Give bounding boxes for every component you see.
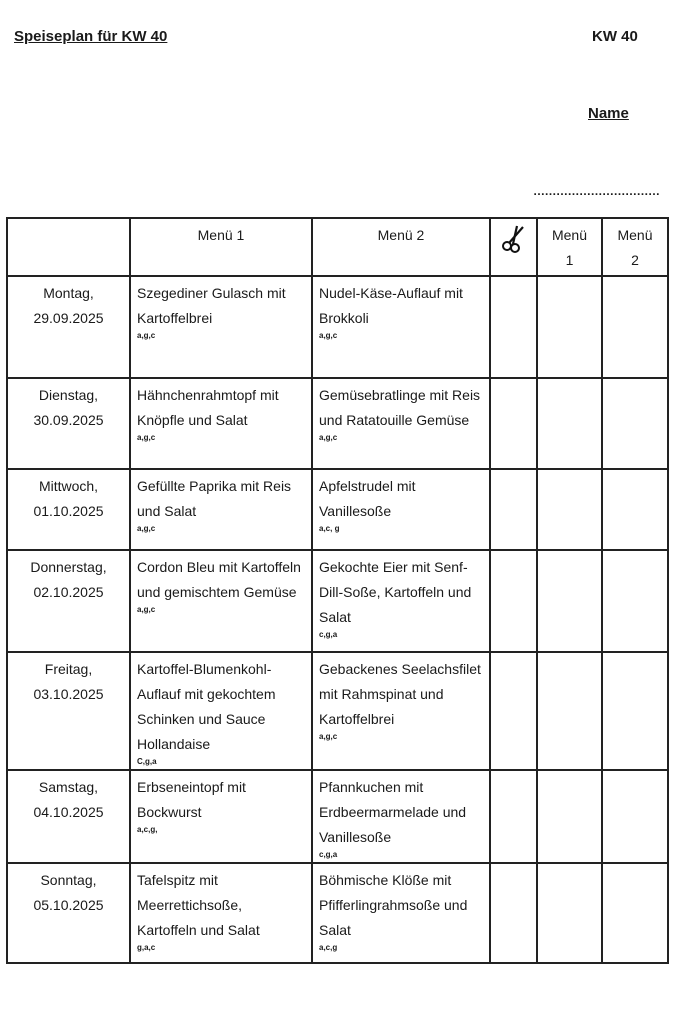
menu2-cell	[312, 550, 490, 652]
header-scissors	[490, 218, 537, 276]
menu2-cell	[312, 276, 490, 378]
scissors-cell	[490, 770, 537, 863]
day-cell	[7, 652, 130, 770]
table-row	[7, 550, 668, 652]
menu2-dish: Gekochte Eier mit Senf-Dill-Soße, Kartoffeln und Salat	[319, 559, 472, 625]
menu1-cell	[130, 770, 312, 863]
table-row	[7, 276, 668, 378]
menu1-allergens: a,c,g,	[137, 825, 158, 834]
menu1-cell	[130, 863, 312, 963]
menu1-allergens: a,g,c	[137, 331, 156, 340]
day-cell	[7, 770, 130, 863]
menu2-allergens: a,g,c	[319, 732, 338, 741]
day-name: Freitag,	[44, 661, 93, 677]
choice1-cell[interactable]	[537, 276, 602, 378]
day-cell	[7, 550, 130, 652]
menu1-cell	[130, 378, 312, 469]
menu2-dish: Nudel-Käse-Auflauf mit Brokkoli	[319, 285, 463, 326]
choice2-cell[interactable]	[602, 378, 668, 469]
day-name: Dienstag,	[38, 387, 99, 403]
choice2-cell[interactable]	[602, 469, 668, 550]
menu2-dish: Apfelstrudel mit Vanillesoße	[319, 478, 416, 519]
table-row	[7, 652, 668, 770]
menu1-allergens: a,g,c	[137, 433, 156, 442]
scissors-cell	[490, 378, 537, 469]
day-date: 04.10.2025	[33, 804, 104, 820]
menu1-dish: Erbseneintopf mit Bockwurst	[137, 779, 246, 820]
menu1-cell	[130, 276, 312, 378]
menu2-allergens: a,c, g	[319, 524, 340, 533]
name-label: Name	[588, 105, 629, 122]
day-cell	[7, 469, 130, 550]
day-date: 05.10.2025	[33, 897, 104, 913]
table-row	[7, 378, 668, 469]
menu1-dish: Cordon Bleu mit Kartoffeln und gemischtem Gemüse	[137, 559, 301, 600]
day-date: 03.10.2025	[33, 686, 104, 702]
choice1-cell[interactable]	[537, 378, 602, 469]
choice2-cell[interactable]	[602, 276, 668, 378]
menu2-allergens: a,g,c	[319, 331, 338, 340]
day-cell	[7, 276, 130, 378]
scissors-cell	[490, 469, 537, 550]
choice1-cell[interactable]	[537, 863, 602, 963]
choice2-cell[interactable]	[602, 770, 668, 863]
menu2-cell	[312, 469, 490, 550]
menu1-dish: Szegediner Gulasch mit Kartoffelbrei	[137, 285, 286, 326]
menu2-allergens: a,g,c	[319, 433, 338, 442]
menu1-allergens: a,g,c	[137, 524, 156, 533]
menu2-dish: Gebackenes Seelachsfilet mit Rahmspinat und Kartoffelbrei	[319, 661, 481, 727]
scissors-icon	[501, 223, 527, 253]
menu1-dish: Kartoffel-Blumenkohl-Auflauf mit gekochtem Schinken und Sauce Hollandaise	[137, 661, 276, 752]
table-row	[7, 469, 668, 550]
header-choice2: Menü 2	[602, 218, 668, 276]
menu1-dish: Hähnchenrahmtopf mit Knöpfle und Salat	[137, 387, 279, 428]
day-name: Samstag,	[38, 779, 99, 795]
table-row	[7, 863, 668, 963]
day-name: Donnerstag,	[30, 559, 107, 575]
header-day-cell	[7, 218, 130, 276]
menu1-allergens: C,g,a	[137, 757, 157, 766]
menu1-cell	[130, 652, 312, 770]
day-date: 29.09.2025	[33, 310, 104, 326]
choice1-cell[interactable]	[537, 550, 602, 652]
choice2-cell[interactable]	[602, 550, 668, 652]
menu2-dish: Pfannkuchen mit Erdbeermarmelade und Vanillesoße	[319, 779, 467, 845]
menu1-dish: Tafelspitz mit Meerrettichsoße, Kartoffeln und Salat	[137, 872, 260, 938]
name-line: ……………………………	[533, 184, 660, 198]
choice1-cell[interactable]	[537, 469, 602, 550]
scissors-cell	[490, 863, 537, 963]
menu2-allergens: c,g,a	[319, 850, 338, 859]
menu2-cell	[312, 863, 490, 963]
menu2-cell	[312, 770, 490, 863]
day-name: Montag,	[43, 285, 94, 301]
menu1-allergens: a,g,c	[137, 605, 156, 614]
choice1-cell[interactable]	[537, 770, 602, 863]
day-name: Mittwoch,	[38, 478, 99, 494]
menu2-dish: Böhmische Klöße mit Pfifferlingrahmsoße und Salat	[319, 872, 468, 938]
day-date: 01.10.2025	[33, 503, 104, 519]
header-menu2: Menü 2	[312, 218, 490, 276]
choice2-cell[interactable]	[602, 863, 668, 963]
menu2-cell	[312, 378, 490, 469]
day-cell	[7, 378, 130, 469]
menu1-dish: Gefüllte Paprika mit Reis und Salat	[137, 478, 292, 519]
week-label: KW 40	[592, 28, 638, 45]
menu1-cell	[130, 550, 312, 652]
menu2-allergens: a,c,g	[319, 943, 338, 952]
menu-table	[6, 217, 669, 964]
header-menu1: Menü 1	[130, 218, 312, 276]
choice1-cell[interactable]	[537, 652, 602, 770]
day-cell	[7, 863, 130, 963]
menu2-cell	[312, 652, 490, 770]
header-choice1: Menü 1	[537, 218, 602, 276]
day-name: Sonntag,	[40, 872, 97, 888]
header-row	[7, 218, 668, 276]
day-date: 30.09.2025	[33, 412, 104, 428]
day-date: 02.10.2025	[33, 584, 104, 600]
choice2-cell[interactable]	[602, 652, 668, 770]
page-title: Speiseplan für KW 40	[14, 28, 168, 45]
scissors-cell	[490, 550, 537, 652]
menu1-cell	[130, 469, 312, 550]
menu2-allergens: c,g,a	[319, 630, 338, 639]
table-row	[7, 770, 668, 863]
scissors-cell	[490, 652, 537, 770]
menu1-allergens: g,a,c	[137, 943, 156, 952]
menu2-dish: Gemüsebratlinge mit Reis und Ratatouille Gemüse	[319, 387, 481, 428]
scissors-cell	[490, 276, 537, 378]
